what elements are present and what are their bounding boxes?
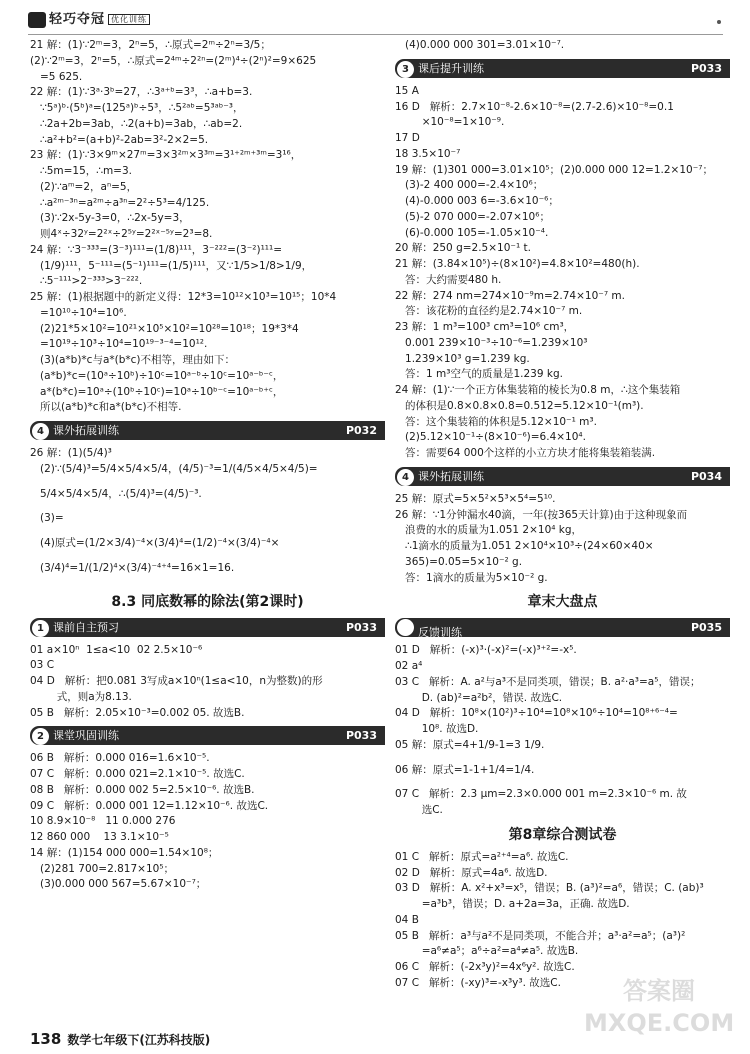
answer-line: 则4ˣ÷32ʸ=2²ˣ÷2⁵ʸ=2²ˣ⁻⁵ʸ=2³=8. (30, 228, 213, 240)
answer-line: =a⁶≠a⁵；a⁶÷a²=a⁴≠a⁵. 故选B. (395, 945, 579, 958)
answer-line: 21 解：(3.84×10⁵)÷(8×10²)=4.8×10²=480(h). (395, 258, 640, 270)
answer-line: D. (ab)²=a²b²，错误. 故选C. (395, 691, 563, 704)
answer-line: 01 D 解析：(-x)³·(-x)²=(-x)³⁺²=-x⁵. (395, 644, 577, 657)
answer-line: 18 3.5×10⁻⁷ (395, 147, 461, 160)
answer-line: 10 8.9×10⁻⁸ 11 0.000 276 (30, 815, 176, 828)
section-bar-title: 课外拓展训练 (418, 469, 484, 483)
answer-line: (4)0.000 000 301=3.01×10⁻⁷. (395, 39, 565, 51)
section-number-badge: 3 (397, 61, 414, 78)
answer-line: ∵5ᵃ)ᵇ·(5ᵇ)ᵃ=(125ᵃ)ᵇ÷5³，∴5²ᵃᵇ=5³ᵃᵇ⁻³， (30, 102, 244, 114)
answer-line: 的体积是0.8×0.8×0.8=0.512=5.12×10⁻¹(m³). (395, 399, 644, 412)
answer-line: 26 解：∵1分钟漏水40滴，一年(按365天计算)由于这种现象而 (395, 508, 688, 521)
answer-line: (4)原式=(1/2×3/4)⁻⁴×(3/4)⁴=(1/2)⁻⁴×(3/4)⁻⁴× (30, 537, 280, 549)
answer-line: (3/4)⁴=1/(1/2)⁴×(3/4)⁻⁴⁺⁴=16×1=16. (30, 561, 235, 574)
answer-line: (4)-0.000 003 6=-3.6×10⁻⁶； (395, 195, 559, 207)
left-column (30, 38, 385, 1003)
answer-line: ∴a²+b²=(a+b)²-2ab=3²-2×2=5. (30, 133, 209, 146)
answer-line: (3)∵2x-5y-3=0，∴2x-5y=3， (30, 212, 190, 225)
answer-line: 04 B (395, 913, 419, 926)
answer-line: 365)=0.05=5×10⁻² g. (395, 555, 523, 568)
answer-line: 05 解：原式=4+1/9-1=3 1/9. (395, 738, 545, 751)
section-page-code: P033 (345, 729, 377, 743)
answer-line: 12 860 000 13 3.1×10⁻⁵ (30, 831, 169, 843)
answer-line: 10⁸. 故选D. (395, 723, 479, 735)
answer-line: 03 D 解析：A. x²+x³=x⁵，错误；B. (a³)²=a⁶，错误；C. (ab)³ (395, 882, 704, 895)
section-heading: 第8章综合测试卷 (508, 826, 617, 843)
answer-line: (3)(a*b)*c与a*(b*c)不相等，理由如下： (30, 354, 236, 366)
answer-line: (6)-0.000 105=-1.05×10⁻⁴. (395, 226, 549, 239)
answer-line: 01 C 解析：原式=a²⁺⁴=a⁶. 故选C. (395, 850, 569, 863)
section-bar-title: 反馈训练 (418, 626, 462, 640)
answer-line: =10¹⁰÷10⁴=10⁶. (30, 306, 127, 319)
answer-line: (3)0.000 000 567=5.67×10⁻⁷； (30, 878, 207, 891)
page-footer (30, 1028, 210, 1051)
section-number-badge: 1 (32, 620, 49, 637)
section-bar (30, 618, 385, 637)
answer-line: 答：1滴水的质量为5×10⁻² g. (395, 571, 548, 584)
answer-line: =10¹⁹÷10³÷10⁴=10¹⁹⁻³⁻⁴=10¹². (30, 338, 208, 351)
right-column (395, 38, 730, 1003)
answer-line: 15 A (395, 84, 419, 97)
answer-line: (5)-2 070 000=-2.07×10⁶； (395, 210, 550, 223)
answer-line: 07 C 解析：(-xy)³=-x³y³. 故选C. (395, 976, 561, 989)
answer-line: 06 B 解析：0.000 016=1.6×10⁻⁵. (30, 752, 210, 765)
watermark-line-2: MXQE.COM (584, 1009, 735, 1037)
answer-line: (2)281 700=2.817×10⁵； (30, 862, 175, 875)
section-bar (30, 421, 385, 440)
section-page-code: P032 (345, 424, 377, 437)
section-page-code: P035 (690, 621, 722, 635)
answer-line: ×10⁻⁸=1×10⁻⁹. (395, 116, 505, 129)
section-number-badge (397, 619, 414, 636)
answer-line: 06 C 解析：(-2x³y)²=4x⁶y². 故选C. (395, 961, 575, 973)
answer-line: 17 D (395, 132, 420, 144)
answer-line: 22 解：274 nm=274×10⁻⁹m=2.74×10⁻⁷ m. (395, 289, 625, 302)
answer-line: 浪费的水的质量为1.051 2×10⁴ kg， (395, 524, 583, 537)
answer-line: 21 解：(1)∵2ᵐ=3，2ⁿ=5，∴原式=2ᵐ÷2ⁿ=3/5； (30, 39, 271, 51)
answer-line: 05 B 解析：a³与a²不是同类项，不能合并；a³·a²=a⁵；(a³)² (395, 929, 686, 942)
answer-line: 03 C 解析：A. a²与a³不是同类项，错误；B. a²·a³=a⁵，错误； (395, 675, 701, 688)
section-bar-title: 课后提升训练 (418, 61, 484, 75)
answer-line: ∴2a+2b=3ab，∴2(a+b)=3ab，∴ab=2. (30, 117, 243, 130)
answer-line: 19 解：(1)301 000=3.01×10⁵；(2)0.000 000 12=1.2×10⁻⁷； (395, 163, 713, 176)
header-dot-icon (717, 20, 721, 24)
answer-line: 09 C 解析：0.000 001 12=1.12×10⁻⁶. 故选C. (30, 799, 269, 812)
answer-line: 23 解：(1)∵3×9ᵐ×27ᵐ=3×3²ᵐ×3³ᵐ=3¹⁺²ᵐ⁺³ᵐ=3¹⁶， (30, 149, 302, 162)
answer-line: 选C. (395, 804, 443, 816)
answer-line: 答：大约需要480 h. (395, 273, 502, 286)
section-bar (395, 618, 730, 640)
answer-line: 06 解：原式=1-1+1/4=1/4. (395, 763, 535, 776)
answer-line: 26 解：(1)(5/4)³ (30, 447, 112, 459)
answer-line (395, 754, 730, 763)
logo-subtitle: 优化训练 (108, 14, 150, 25)
answer-line (395, 778, 730, 787)
section-heading: 8.3 同底数幂的除法(第2课时) (111, 593, 304, 610)
answer-line: 14 解：(1)154 000 000=1.54×10⁸； (30, 846, 219, 859)
answer-line: 07 C 解析：0.000 021=2.1×10⁻⁵. 故选C. (30, 768, 245, 780)
section-page-code: P033 (345, 620, 377, 634)
answer-line: 23 解：1 m³=100³ cm³=10⁶ cm³， (395, 321, 575, 333)
answer-line: 04 D 解析：10⁸×(10²)³÷10⁴=10⁸×10⁶÷10⁴=10⁸⁺⁶⁻⁴= (395, 707, 678, 720)
answer-line: (1/9)¹¹¹，5⁻¹¹¹=(5⁻¹)¹¹¹=(1/5)¹¹¹，又∵1/5>1/8>1/9， (30, 259, 313, 272)
answer-line: ∴5⁻¹¹¹>2⁻³³³>3⁻²²². (30, 275, 143, 288)
logo-icon (28, 12, 46, 28)
answer-line: (2)∵aᵐ=2，aⁿ=5， (30, 180, 138, 193)
section-heading: 章末大盘点 (527, 594, 598, 611)
answer-line: 1.239×10³ g=1.239 kg. (395, 352, 530, 365)
answer-line: 所以(a*b)*c和a*(b*c)不相等. (30, 401, 182, 414)
answer-line: 24 解：∵3⁻³³³=(3⁻³)¹¹¹=(1/8)¹¹¹，3⁻²²²=(3⁻²)¹¹¹= (30, 243, 282, 256)
answer-line: (a*b)*c=(10ᵃ÷10ᵇ)÷10ᶜ=10ᵃ⁻ᵇ÷10ᶜ=10ᵃ⁻ᵇ⁻ᶜ， (30, 369, 284, 382)
section-bar (30, 726, 385, 745)
answer-line: 16 D 解析：2.7×10⁻⁸-2.6×10⁻⁸=(2.7-2.6)×10⁻⁸=0.1 (395, 100, 674, 113)
section-page-code: P034 (690, 469, 722, 483)
page-header (28, 8, 723, 35)
section-bar-title: 课外拓展训练 (53, 424, 119, 437)
watermark (584, 975, 734, 1045)
section-number-badge: 4 (397, 469, 414, 486)
answer-line: 07 C 解析：2.3 μm=2.3×0.000 001 m=2.3×10⁻⁶ m. 故 (395, 788, 687, 801)
answer-line (30, 527, 385, 536)
answer-line: 03 C (30, 659, 55, 672)
answer-line: 02 a⁴ (395, 660, 423, 672)
section-number-badge: 2 (32, 728, 49, 745)
answer-line: 24 解：(1)∵一个正方体集装箱的棱长为0.8 m，∴这个集装箱 (395, 384, 681, 396)
answer-line: 22 解：(1)∵3ᵃ·3ᵇ=27，∴3ᵃ⁺ᵇ=3³，∴a+b=3. (30, 86, 253, 99)
answer-line: ∴1滴水的质量为1.051 2×10⁴×10³÷(24×60×40× (395, 540, 654, 552)
answer-line: ∴5m=15，∴m=3. (30, 165, 132, 177)
answer-line: 答：1 m³空气的质量是1.239 kg. (395, 368, 563, 381)
answer-line: (2)∵2ᵐ=3，2ⁿ=5，∴原式=2⁴ᵐ÷2²ⁿ=(2ᵐ)⁴÷(2ⁿ)²=9×625 (30, 54, 317, 67)
answer-line: (2)21*5×10²=10²¹×10⁵×10²=10²⁸=10¹⁸；19*3*4 (30, 322, 299, 335)
answer-line: =5 625. (30, 70, 83, 83)
answer-line: (2)∵(5/4)³=5/4×5/4×5/4，(4/5)⁻³=1/(4/5×4/5×4/5)= (30, 462, 318, 475)
answer-line: 08 B 解析：0.000 002 5=2.5×10⁻⁶. 故选B. (30, 783, 255, 796)
section-number-badge: 4 (32, 423, 49, 440)
answer-line (30, 502, 385, 511)
answer-line: 20 解：250 g=2.5×10⁻¹ t. (395, 242, 531, 255)
answer-line: 5/4×5/4×5/4，∴(5/4)³=(4/5)⁻³. (30, 487, 202, 500)
section-bar-title: 课堂巩固训练 (53, 729, 119, 743)
answer-line: 答：这个集装箱的体积是5.12×10⁻¹ m³. (395, 415, 597, 428)
answer-line: =a³b³，错误；D. a+2a=3a，正确. 故选D. (395, 898, 630, 910)
answer-line (30, 552, 385, 561)
logo-text: 轻巧夺冠 (49, 12, 106, 27)
section-bar (395, 467, 730, 486)
answer-line (30, 478, 385, 487)
answer-line (30, 577, 385, 586)
answer-line: a*(b*c)=10ᵃ÷(10ᵇ÷10ᶜ)=10ᵃ÷10ᵇ⁻ᶜ=10ᵃ⁻ᵇ⁺ᶜ， (30, 385, 284, 398)
answer-line: (3)= (30, 512, 64, 525)
answer-line: 02 D 解析：原式=4a⁶. 故选D. (395, 866, 548, 879)
answer-line: 0.001 239×10⁻³÷10⁻⁶=1.239×10³ (395, 336, 588, 349)
answer-line: 25 解：(1)根据题中的新定义得：12*3=10¹²×10³=10¹⁵；10*4 (30, 291, 337, 303)
section-bar (395, 59, 730, 78)
answer-line: 答：该花粉的直径约是2.74×10⁻⁷ m. (395, 305, 583, 318)
section-page-code: P033 (690, 61, 722, 75)
answer-line: 25 解：原式=5×5²×5³×5⁴=5¹⁰. (395, 492, 556, 505)
answer-line: 04 D 解析：把0.081 3写成a×10ⁿ(1≤a<10，n为整数)的形 (30, 675, 323, 687)
answer-line: (3)-2 400 000=-2.4×10⁶； (395, 179, 544, 192)
section-bar-title: 课前自主预习 (53, 620, 119, 634)
answer-line: 答：需要64 000个这样的小立方块才能将集装箱装满. (395, 447, 656, 459)
answer-line: ∴a²ᵐ⁻³ⁿ=a²ᵐ÷a³ⁿ=2²÷5³=4/125. (30, 196, 210, 209)
answer-line: 05 B 解析：2.05×10⁻³=0.002 05. 故选B. (30, 706, 245, 719)
watermark-line-1: 答案圈 (623, 977, 695, 1005)
page-number: 138 (30, 1030, 62, 1048)
answer-line: 式，则a为8.13. (30, 690, 132, 703)
answer-line: (2)5.12×10⁻¹÷(8×10⁻⁶)=6.4×10⁴. (395, 431, 586, 444)
brand-logo (28, 10, 150, 30)
answer-line: 01 a×10ⁿ 1≤a<10 02 2.5×10⁻⁶ (30, 643, 203, 656)
book-title: 数学七年级下(江苏科技版) (67, 1033, 211, 1047)
